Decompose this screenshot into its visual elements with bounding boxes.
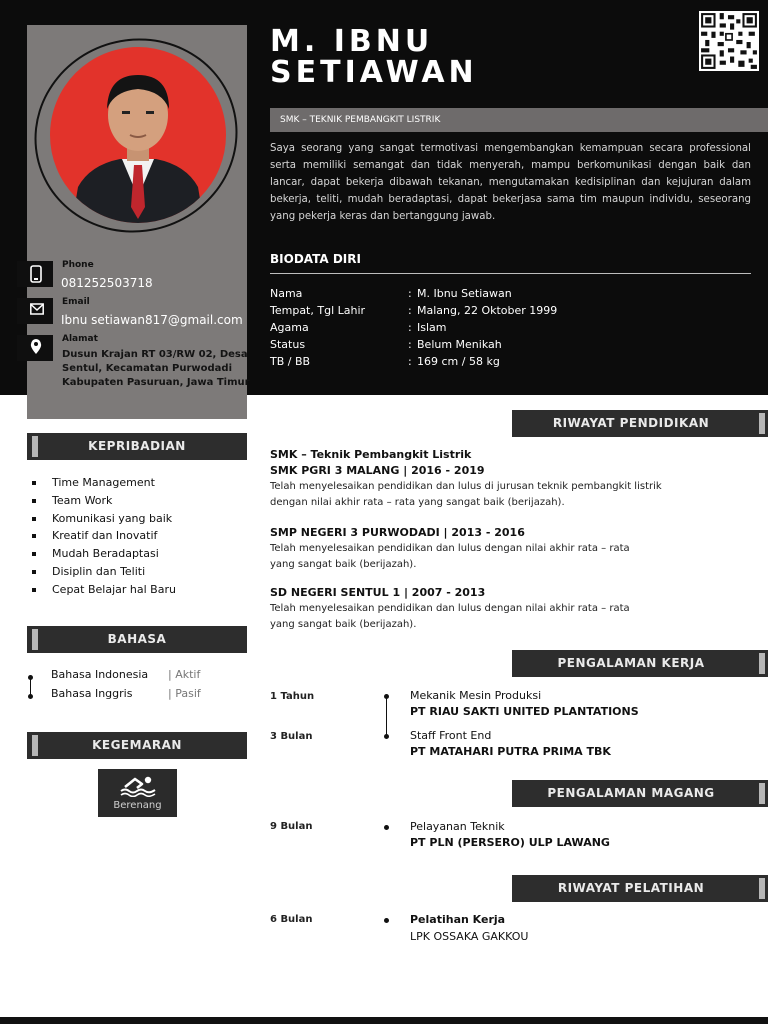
section-accent	[32, 629, 38, 650]
experience-company: PT PLN (PERSERO) ULP LAWANG	[410, 836, 610, 849]
phone-value[interactable]: 081252503718	[61, 276, 153, 290]
list-item: Cepat Belajar hal Baru	[32, 581, 176, 599]
timeline-line	[386, 697, 387, 735]
language-level: | Pasif	[168, 687, 201, 700]
biodata-row	[270, 338, 751, 355]
experience-duration: 1 Tahun	[270, 691, 315, 702]
footer-bar	[0, 1017, 768, 1024]
phone-icon-box	[17, 261, 53, 287]
timeline-dot	[384, 734, 389, 739]
biodata-row	[270, 287, 751, 304]
experience-company: PT MATAHARI PUTRA PRIMA TBK	[410, 745, 611, 758]
language-name: Bahasa Inggris	[51, 687, 133, 700]
training-name: Pelatihan Kerja	[410, 913, 506, 926]
section-accent	[759, 653, 765, 674]
section-accent	[32, 735, 38, 756]
list-item: Disiplin dan Teliti	[32, 563, 176, 581]
list-item: Kreatif dan Inovatif	[32, 527, 176, 545]
experience-duration: 9 Bulan	[270, 821, 313, 832]
biodata-separator: :	[408, 287, 412, 300]
kerja-section-header	[512, 650, 768, 677]
education-desc: yang sangat baik (berijazah).	[270, 559, 417, 570]
education-desc: Telah menyelesaikan pendidikan dan lulus dengan nilai akhir rata – rata	[270, 603, 630, 614]
timeline-dot	[384, 918, 389, 923]
experience-company: PT RIAU SAKTI UNITED PLANTATIONS	[410, 705, 639, 718]
biodata-heading: BIODATA DIRI	[270, 252, 361, 266]
magang-section-header	[512, 780, 768, 807]
biodata-key: Tempat, Tgl Lahir	[270, 304, 366, 317]
location-pin-icon	[30, 339, 42, 355]
experience-duration: 3 Bulan	[270, 731, 313, 742]
biodata-row	[270, 355, 751, 372]
profile-summary: Saya seorang yang sangat termotivasi mengembangkan kemampuan secara professional serta memiliki semangat dan tidak menyerah, mampu berkomunikasi dengan baik dan lancar, dapat bekerja dibawah tekanan, mengutamakan kedisiplinan dan kejujuran dalam bekerja, teliti, mudah beradaptasi, dapat bekerjasa sama tim maupun individu, seseorang yang pekerja keras dan bertanggung jawab.	[270, 143, 751, 222]
list-item: Komunikasi yang baik	[32, 510, 176, 528]
hobby-label: Berenang	[113, 800, 162, 811]
education-desc: Telah menyelesaikan pendidikan dan lulus di jurusan teknik pembangkit listrik	[270, 481, 662, 492]
education-desc: yang sangat baik (berijazah).	[270, 619, 417, 630]
education-major: SMK – Teknik Pembangkit Listrik	[270, 448, 472, 461]
biodata-key: TB / BB	[270, 355, 311, 368]
biodata-separator: :	[408, 355, 412, 368]
section-accent	[759, 413, 765, 434]
candidate-name	[270, 24, 478, 90]
job-title-bar: SMK – TEKNIK PEMBANGKIT LISTRIK	[270, 108, 768, 132]
biodata-row	[270, 304, 751, 321]
kegemaran-section-header	[27, 732, 247, 759]
education-desc: Telah menyelesaikan pendidikan dan lulus dengan nilai akhir rata – rata	[270, 543, 630, 554]
person-portrait-icon	[50, 47, 226, 223]
email-icon-box	[17, 298, 53, 324]
bahasa-section-header	[27, 626, 247, 653]
address-value: Dusun Krajan RT 03/RW 02, Desa Sentul, Kecamatan Purwodadi Kabupaten Pasuruan, Jawa Timur	[62, 349, 250, 388]
name-line-1: M. IBNU	[270, 24, 434, 59]
biodata-value: Belum Menikah	[417, 338, 502, 351]
education-school: SD NEGERI SENTUL 1 | 2007 - 2013	[270, 586, 486, 599]
timeline-dot	[384, 825, 389, 830]
list-item: Time Management	[32, 474, 176, 492]
hobby-tile	[98, 769, 177, 817]
language-name: Bahasa Indonesia	[51, 668, 149, 681]
timeline-dot	[384, 694, 389, 699]
kepribadian-list	[32, 474, 176, 599]
biodata-value: 169 cm / 58 kg	[417, 355, 500, 368]
biodata-divider	[270, 273, 751, 274]
education-item	[270, 525, 710, 573]
kepribadian-section-header	[27, 433, 247, 460]
biodata-value: Malang, 22 Oktober 1999	[417, 304, 558, 317]
pelatihan-heading: RIWAYAT PELATIHAN	[557, 881, 705, 895]
phone-icon	[30, 265, 42, 283]
language-dot	[28, 694, 33, 699]
magang-heading: PENGALAMAN MAGANG	[547, 786, 715, 800]
swimming-icon	[119, 775, 157, 797]
education-school: SMP NEGERI 3 PURWODADI | 2013 - 2016	[270, 526, 525, 539]
training-institution: LPK OSSAKA GAKKOU	[410, 930, 529, 943]
kerja-heading: PENGALAMAN KERJA	[557, 656, 705, 670]
biodata-key: Agama	[270, 321, 309, 334]
language-item	[51, 668, 251, 681]
biodata-key: Nama	[270, 287, 303, 300]
experience-role: Staff Front End	[410, 729, 492, 742]
education-item	[270, 447, 710, 511]
address-icon-box	[17, 335, 53, 361]
envelope-icon	[30, 302, 44, 316]
section-accent	[32, 436, 38, 457]
biodata-separator: :	[408, 321, 412, 334]
pelatihan-section-header	[512, 875, 768, 902]
education-desc: dengan nilai akhir rata – rata yang sangat baik (berijazah).	[270, 497, 565, 508]
experience-role: Mekanik Mesin Produksi	[410, 689, 542, 702]
phone-label: Phone	[62, 260, 94, 270]
experience-role: Pelayanan Teknik	[410, 820, 505, 833]
email-value[interactable]: Ibnu setiawan817@gmail.com	[61, 313, 243, 327]
section-accent	[759, 878, 765, 899]
biodata-key: Status	[270, 338, 306, 351]
language-level: | Aktif	[168, 668, 201, 681]
kegemaran-heading: KEGEMARAN	[92, 738, 182, 752]
education-item	[270, 585, 710, 633]
pendidikan-section-header	[512, 410, 768, 437]
experience-duration: 6 Bulan	[270, 914, 313, 925]
email-label: Email	[62, 297, 90, 307]
biodata-value: M. Ibnu Setiawan	[417, 287, 512, 300]
biodata-value: Islam	[417, 321, 447, 334]
list-item: Team Work	[32, 492, 176, 510]
bahasa-heading: BAHASA	[107, 632, 167, 646]
kepribadian-heading: KEPRIBADIAN	[88, 439, 186, 453]
language-dot	[28, 675, 33, 680]
qr-code-icon[interactable]	[699, 11, 759, 71]
name-line-2: SETIAWAN	[270, 55, 478, 90]
list-item: Mudah Beradaptasi	[32, 545, 176, 563]
address-label: Alamat	[62, 334, 98, 344]
biodata-separator: :	[408, 304, 412, 317]
profile-photo	[50, 47, 226, 223]
biodata-separator: :	[408, 338, 412, 351]
pendidikan-heading: RIWAYAT PENDIDIKAN	[552, 416, 710, 430]
biodata-row	[270, 321, 751, 338]
language-item	[51, 687, 251, 700]
education-school: SMK PGRI 3 MALANG | 2016 - 2019	[270, 464, 485, 477]
section-accent	[759, 783, 765, 804]
